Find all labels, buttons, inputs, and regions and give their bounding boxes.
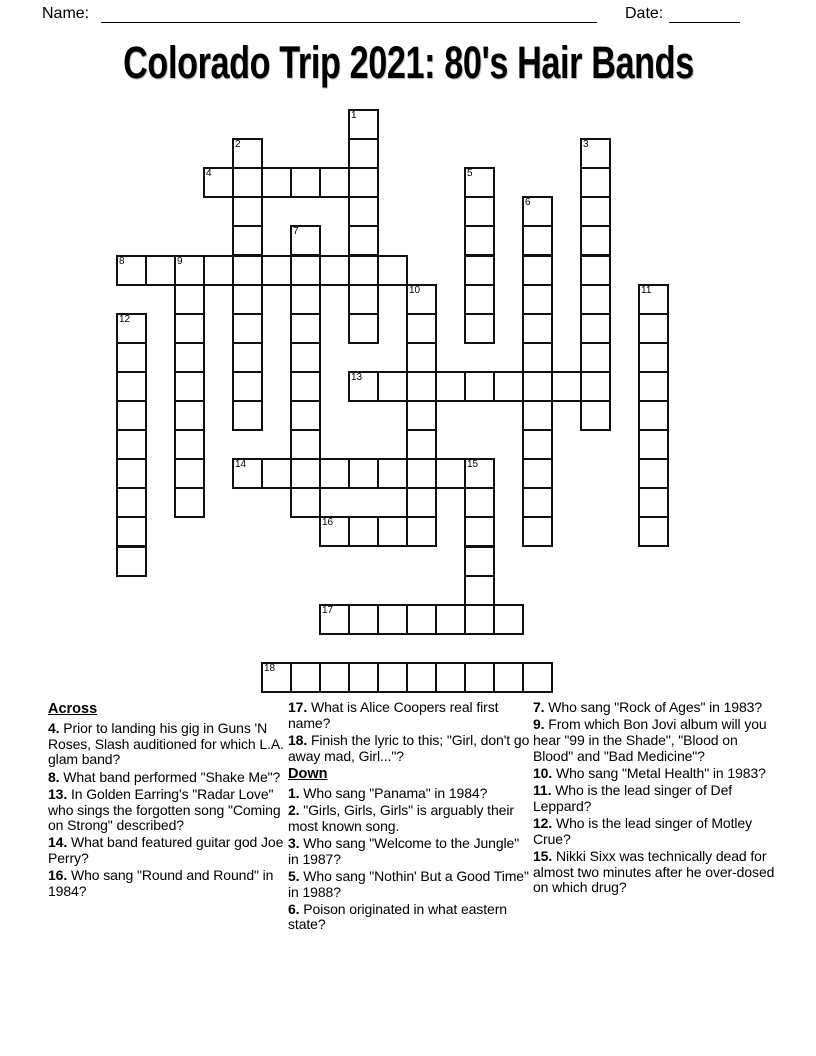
- grid-cell[interactable]: [290, 284, 321, 315]
- grid-cell[interactable]: [464, 196, 495, 227]
- clue-number: 14.: [48, 834, 68, 851]
- grid-cell[interactable]: [406, 487, 437, 518]
- grid-cell[interactable]: [580, 342, 611, 373]
- grid-cell[interactable]: [232, 255, 263, 286]
- clue-number: 10.: [533, 764, 553, 781]
- grid-cell[interactable]: [348, 196, 379, 227]
- grid-cell[interactable]: [406, 604, 437, 635]
- grid-cell[interactable]: [377, 371, 408, 402]
- grid-cell[interactable]: [406, 400, 437, 431]
- clue-2: 2. "Girls, Girls, Girls" is arguably their most known song.: [288, 802, 514, 834]
- grid-cell[interactable]: [319, 516, 350, 547]
- clue-18: 18. Finish the lyric to this; "Girl, don't go away mad, Girl..."?: [288, 731, 530, 764]
- clue-15: 15. Nikki Sixx was technically dead for almost two minutes after he over-dosed on which drug?: [533, 847, 775, 896]
- grid-cell[interactable]: [638, 487, 669, 518]
- clue-17: 17. What is Alice Coopers real first name?: [288, 699, 499, 731]
- grid-cell[interactable]: [522, 487, 553, 518]
- grid-cell[interactable]: [290, 429, 321, 460]
- grid-cell[interactable]: [174, 429, 205, 460]
- grid-cell[interactable]: [174, 284, 205, 315]
- grid-cell[interactable]: [116, 429, 147, 460]
- clue-1: 1. Who sang "Panama" in 1984?: [288, 784, 488, 801]
- grid-cell[interactable]: [348, 225, 379, 256]
- clue-number: 12.: [533, 814, 553, 831]
- grid-cell[interactable]: [232, 342, 263, 373]
- grid-cell[interactable]: [232, 371, 263, 402]
- grid-cell[interactable]: [522, 429, 553, 460]
- grid-cell[interactable]: [319, 662, 350, 693]
- clue-10: 10. Who sang "Metal Health" in 1983?: [533, 764, 766, 781]
- grid-cell[interactable]: [638, 429, 669, 460]
- grid-cell[interactable]: [580, 400, 611, 431]
- grid-cell[interactable]: [580, 255, 611, 286]
- grid-cell[interactable]: [116, 546, 147, 577]
- grid-cell[interactable]: [116, 342, 147, 373]
- grid-cell[interactable]: [522, 516, 553, 547]
- cell-number: 13: [351, 372, 363, 383]
- cell-number: 15: [467, 459, 479, 470]
- grid-cell[interactable]: [174, 487, 205, 518]
- grid-cell[interactable]: [116, 487, 147, 518]
- clue-number: 9.: [533, 716, 545, 733]
- grid-cell[interactable]: [406, 342, 437, 373]
- grid-cell[interactable]: [464, 225, 495, 256]
- clue-number: 17.: [288, 699, 308, 715]
- grid-cell[interactable]: [174, 342, 205, 373]
- cell-number: 14: [235, 459, 247, 470]
- grid-cell[interactable]: [464, 516, 495, 547]
- grid-cell[interactable]: [493, 604, 524, 635]
- date-fill-line[interactable]: [669, 22, 740, 23]
- grid-cell[interactable]: [377, 516, 408, 547]
- grid-cell[interactable]: [319, 604, 350, 635]
- grid-cell[interactable]: [290, 225, 321, 256]
- clue-9: 9. From which Bon Jovi album will you hear "99 in the Shade", "Blood on Blood" and "Bad Medicine"?: [533, 716, 767, 764]
- grid-cell[interactable]: [348, 313, 379, 344]
- clue-number: 2.: [288, 802, 300, 819]
- grid-cell[interactable]: [522, 284, 553, 315]
- grid-cell[interactable]: [232, 284, 263, 315]
- grid-cell[interactable]: [464, 575, 495, 606]
- grid-cell[interactable]: [377, 662, 408, 693]
- date-label: Date:: [625, 5, 664, 22]
- grid-cell[interactable]: [464, 371, 495, 402]
- grid-cell[interactable]: [522, 255, 553, 286]
- clue-number: 11.: [533, 782, 552, 799]
- grid-cell[interactable]: [580, 167, 611, 198]
- grid-cell[interactable]: [348, 255, 379, 286]
- clue-number: 1.: [288, 784, 300, 801]
- grid-cell[interactable]: [638, 516, 669, 547]
- grid-cell[interactable]: [464, 313, 495, 344]
- grid-cell[interactable]: [406, 458, 437, 489]
- grid-cell[interactable]: [348, 604, 379, 635]
- grid-cell[interactable]: [203, 167, 234, 198]
- grid-cell[interactable]: [580, 138, 611, 169]
- clue-number: 3.: [288, 834, 300, 851]
- clue-16: 16. Who sang "Round and Round" in 1984?: [48, 867, 274, 900]
- cell-number: 18: [264, 663, 276, 674]
- grid-cell[interactable]: [406, 516, 437, 547]
- grid-cell[interactable]: [406, 313, 437, 344]
- grid-cell[interactable]: [464, 662, 495, 693]
- grid-cell[interactable]: [145, 255, 176, 286]
- clue-4: 4. Prior to landing his gig in Guns 'N Roses, Slash auditioned for which L.A. glam band?: [48, 720, 284, 768]
- clue-number: 5.: [288, 867, 300, 884]
- grid-cell[interactable]: [348, 516, 379, 547]
- grid-cell[interactable]: [493, 662, 524, 693]
- grid-cell[interactable]: [522, 371, 553, 402]
- grid-cell[interactable]: [638, 371, 669, 402]
- grid-cell[interactable]: [116, 313, 147, 344]
- clue-column-middle: [288, 700, 531, 935]
- grid-cell[interactable]: [580, 371, 611, 402]
- grid-cell[interactable]: [232, 400, 263, 431]
- clue-column-down: [533, 700, 775, 897]
- clue-column-across: [48, 700, 287, 901]
- cell-number: 4: [206, 168, 212, 179]
- grid-cell[interactable]: [116, 400, 147, 431]
- grid-cell[interactable]: [464, 458, 495, 489]
- grid-cell[interactable]: [522, 225, 553, 256]
- clue-number: 7.: [533, 699, 545, 715]
- grid-cell[interactable]: [522, 342, 553, 373]
- grid-cell[interactable]: [290, 458, 321, 489]
- grid-cell[interactable]: [580, 313, 611, 344]
- grid-cell[interactable]: [464, 167, 495, 198]
- grid-cell[interactable]: [522, 662, 553, 693]
- grid-cell[interactable]: [116, 516, 147, 547]
- clue-8: 8. What band performed "Shake Me"?: [48, 768, 281, 785]
- grid-cell[interactable]: [290, 255, 321, 286]
- clue-13: 13. In Golden Earring's "Radar Love" who sings the forgotten song "Coming on Strong" described?: [48, 785, 281, 834]
- grid-cell[interactable]: [232, 138, 263, 169]
- grid-cell[interactable]: [174, 400, 205, 431]
- grid-cell[interactable]: [464, 255, 495, 286]
- clue-6: 6. Poison originated in what eastern state?: [288, 900, 507, 933]
- grid-cell[interactable]: [464, 487, 495, 518]
- grid-cell[interactable]: [261, 662, 292, 693]
- clue-11: 11. Who is the lead singer of Def Leppard?: [533, 782, 733, 814]
- cell-number: 1: [351, 110, 357, 121]
- grid-cell[interactable]: [290, 371, 321, 402]
- grid-cell[interactable]: [174, 255, 205, 286]
- grid-cell[interactable]: [319, 458, 350, 489]
- down-heading: Down: [288, 765, 328, 782]
- cell-number: 10: [409, 285, 421, 296]
- grid-cell[interactable]: [174, 371, 205, 402]
- cell-number: 3: [583, 139, 589, 150]
- clue-number: 15.: [533, 847, 553, 864]
- grid-cell[interactable]: [435, 604, 466, 635]
- grid-cell[interactable]: [290, 662, 321, 693]
- clue-12: 12. Who is the lead singer of Motley Crue?: [533, 814, 752, 847]
- grid-cell[interactable]: [203, 255, 234, 286]
- grid-cell[interactable]: [406, 371, 437, 402]
- cell-number: 17: [322, 605, 334, 616]
- grid-cell[interactable]: [580, 284, 611, 315]
- grid-cell[interactable]: [464, 284, 495, 315]
- grid-cell[interactable]: [522, 313, 553, 344]
- grid-cell[interactable]: [377, 604, 408, 635]
- cell-number: 12: [119, 314, 131, 325]
- puzzle-title: Colorado Trip 2021: 80's Hair Bands: [122, 37, 694, 88]
- clue-number: 18.: [288, 731, 308, 748]
- grid-cell[interactable]: [435, 662, 466, 693]
- grid-cell[interactable]: [290, 487, 321, 518]
- grid-cell[interactable]: [406, 429, 437, 460]
- grid-cell[interactable]: [174, 313, 205, 344]
- name-label: Name:: [42, 5, 90, 22]
- grid-cell[interactable]: [348, 167, 379, 198]
- grid-cell[interactable]: [116, 458, 147, 489]
- grid-cell[interactable]: [174, 458, 205, 489]
- grid-cell[interactable]: [232, 196, 263, 227]
- grid-cell[interactable]: [232, 225, 263, 256]
- cell-number: 5: [467, 168, 473, 179]
- grid-cell[interactable]: [406, 662, 437, 693]
- clue-5: 5. Who sang "Nothin' But a Good Time" in 1988?: [288, 867, 529, 900]
- clue-number: 16.: [48, 867, 68, 884]
- cell-number: 9: [177, 256, 183, 267]
- grid-cell[interactable]: [290, 313, 321, 344]
- clue-14: 14. What band featured guitar god Joe Perry?: [48, 834, 284, 867]
- cell-number: 8: [119, 256, 125, 267]
- grid-cell[interactable]: [522, 196, 553, 227]
- grid-cell[interactable]: [261, 458, 292, 489]
- grid-cell[interactable]: [522, 400, 553, 431]
- grid-cell[interactable]: [435, 371, 466, 402]
- grid-cell[interactable]: [638, 313, 669, 344]
- clue-number: 4.: [48, 720, 60, 736]
- grid-cell[interactable]: [290, 342, 321, 373]
- grid-cell[interactable]: [377, 458, 408, 489]
- cell-number: 11: [641, 285, 652, 296]
- grid-cell[interactable]: [116, 371, 147, 402]
- clue-3: 3. Who sang "Welcome to the Jungle" in 1987?: [288, 834, 520, 867]
- cell-number: 16: [322, 517, 334, 528]
- grid-cell[interactable]: [232, 167, 263, 198]
- clue-number: 13.: [48, 785, 68, 802]
- grid-cell[interactable]: [348, 109, 379, 140]
- cell-number: 6: [525, 197, 531, 208]
- grid-cell[interactable]: [464, 604, 495, 635]
- grid-cell[interactable]: [348, 662, 379, 693]
- grid-cell[interactable]: [493, 371, 524, 402]
- grid-cell[interactable]: [348, 371, 379, 402]
- grid-cell[interactable]: [377, 255, 408, 286]
- grid-cell[interactable]: [290, 167, 321, 198]
- grid-cell[interactable]: [522, 458, 553, 489]
- clue-number: 6.: [288, 900, 300, 917]
- grid-cell[interactable]: [319, 255, 350, 286]
- grid-cell[interactable]: [348, 284, 379, 315]
- grid-cell[interactable]: [464, 546, 495, 577]
- grid-cell[interactable]: [638, 342, 669, 373]
- grid-cell[interactable]: [435, 458, 466, 489]
- grid-cell[interactable]: [261, 255, 292, 286]
- grid-cell[interactable]: [348, 458, 379, 489]
- clue-7: 7. Who sang "Rock of Ages" in 1983?: [533, 699, 763, 715]
- grid-cell[interactable]: [290, 400, 321, 431]
- grid-cell[interactable]: [580, 225, 611, 256]
- grid-cell[interactable]: [638, 284, 669, 315]
- grid-cell[interactable]: [319, 167, 350, 198]
- clue-number: 8.: [48, 768, 60, 785]
- grid-cell[interactable]: [261, 167, 292, 198]
- grid-cell[interactable]: [406, 284, 437, 315]
- name-fill-line[interactable]: [101, 22, 597, 23]
- grid-cell[interactable]: [580, 196, 611, 227]
- grid-cell[interactable]: [348, 138, 379, 169]
- grid-cell[interactable]: [232, 313, 263, 344]
- grid-cell[interactable]: [638, 458, 669, 489]
- across-heading: Across: [48, 701, 98, 717]
- cell-number: 2: [235, 139, 241, 150]
- grid-cell[interactable]: [116, 255, 147, 286]
- grid-cell[interactable]: [232, 458, 263, 489]
- grid-cell[interactable]: [638, 400, 669, 431]
- cell-number: 7: [293, 226, 299, 237]
- grid-cell[interactable]: [551, 371, 582, 402]
